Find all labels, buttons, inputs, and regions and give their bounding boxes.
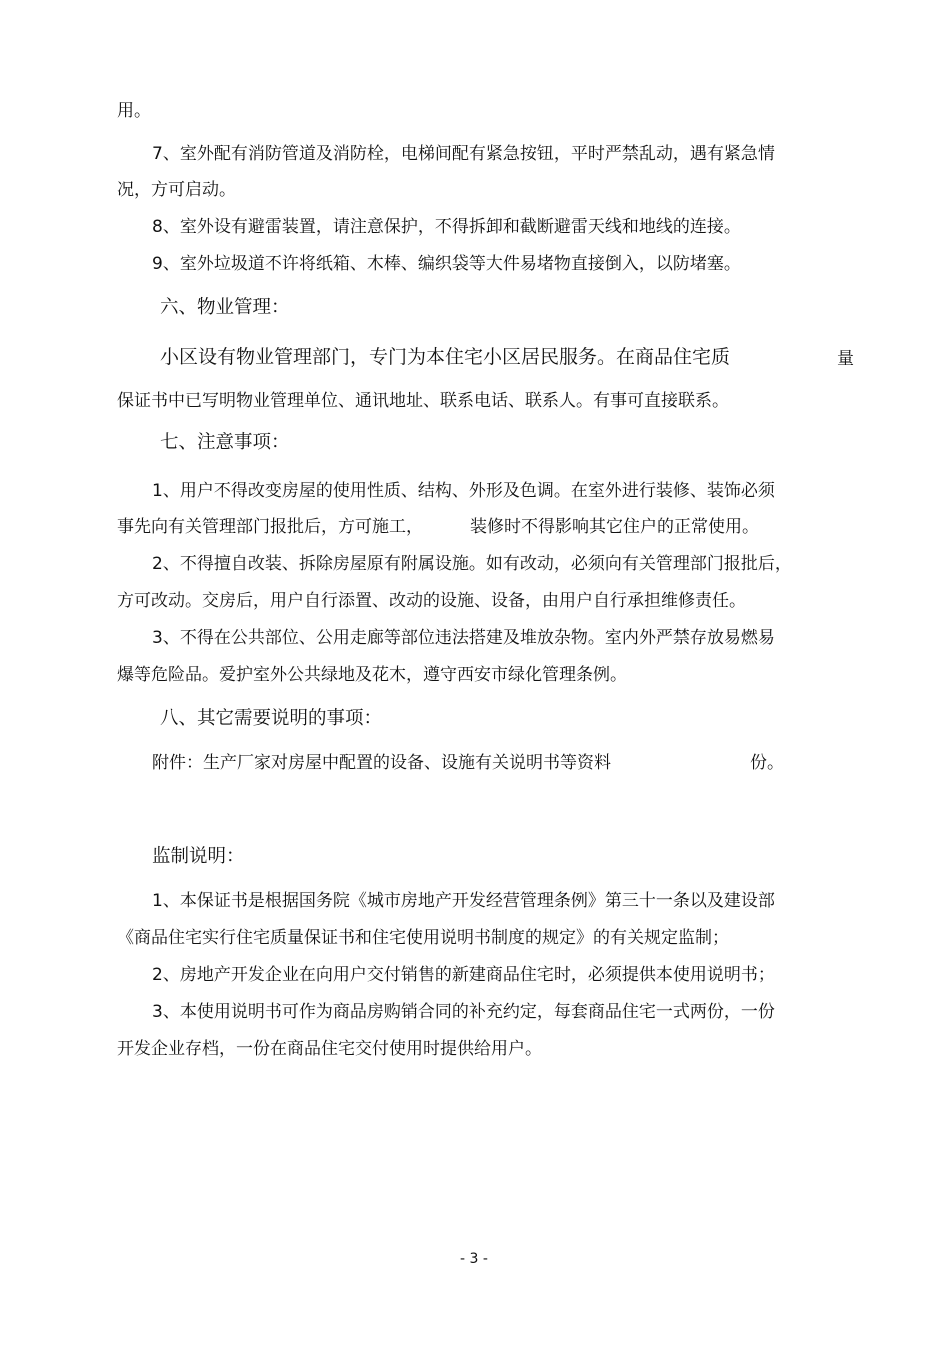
text-line: 况，方可启动。 — [117, 180, 236, 200]
text-line: 保证书中已写明物业管理单位、通讯地址、联系电话、联系人。有事可直接联系。 — [117, 391, 729, 411]
text-line: 小区设有物业管理部门，专门为本住宅小区居民服务。在商品住宅质 — [160, 346, 731, 368]
text-line: 7、室外配有消防管道及消防栓，电梯间配有紧急按钮，平时严禁乱动，遇有紧急情 — [152, 144, 775, 164]
text-line: 1、用户不得改变房屋的使用性质、结构、外形及色调。在室外进行装修、装饰必须 — [152, 481, 775, 501]
text-line: 装修时不得影响其它住户的正常使用。 — [470, 517, 759, 537]
section-heading: 八、其它需要说明的事项： — [160, 708, 383, 729]
text-line: 用。 — [117, 101, 151, 121]
text-line: 开发企业存档，一份在商品住宅交付使用时提供给用户。 — [117, 1039, 542, 1059]
page-number: - 3 - — [460, 1251, 488, 1267]
text-line: 《商品住宅实行住宅质量保证书和住宅使用说明书制度的规定》的有关规定监制； — [117, 928, 729, 948]
text-line: 方可改动。交房后，用户自行添置、改动的设施、设备，由用户自行承担维修责任。 — [117, 591, 746, 611]
section-heading: 七、注意事项： — [160, 432, 290, 453]
text-fragment: 量 — [837, 349, 854, 369]
text-line: 2、房地产开发企业在向用户交付销售的新建商品住宅时，必须提供本使用说明书； — [152, 965, 775, 985]
text-line: 3、不得在公共部位、公用走廊等部位违法搭建及堆放杂物。室内外严禁存放易燃易 — [152, 628, 775, 648]
text-line: 9、室外垃圾道不许将纸箱、木棒、编织袋等大件易堵物直接倒入，以防堵塞。 — [152, 254, 741, 274]
text-line: 事先向有关管理部门报批后，方可施工， — [117, 517, 423, 537]
section-heading: 六、物业管理： — [160, 297, 290, 318]
text-line: 爆等危险品。爱护室外公共绿地及花木，遵守西安市绿化管理条例。 — [117, 665, 627, 685]
text-line: 1、本保证书是根据国务院《城市房地产开发经营管理条例》第三十一条以及建设部 — [152, 891, 775, 911]
section-heading: 监制说明： — [152, 846, 245, 867]
text-line: 8、室外设有避雷装置，请注意保护，不得拆卸和截断避雷天线和地线的连接。 — [152, 217, 741, 237]
text-fragment: 份。 — [750, 753, 784, 773]
text-line: 3、本使用说明书可作为商品房购销合同的补充约定，每套商品住宅一式两份，一份 — [152, 1002, 775, 1022]
text-line: 2、不得擅自改装、拆除房屋原有附属设施。如有改动，必须向有关管理部门报批后， — [152, 554, 792, 574]
text-line: 附件：生产厂家对房屋中配置的设备、设施有关说明书等资料 — [152, 753, 611, 773]
